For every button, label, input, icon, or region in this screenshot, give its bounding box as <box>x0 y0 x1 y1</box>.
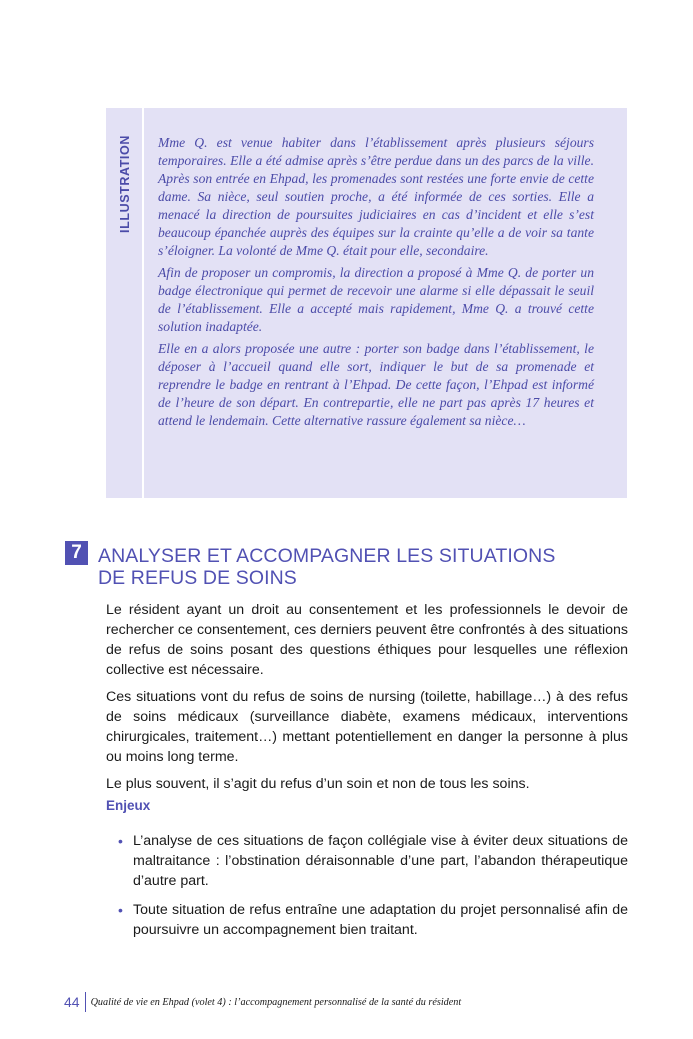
bullet-item <box>118 831 628 891</box>
footer-title: Qualité de vie en Ehpad (volet 4) : l’accompagnement personnalisé de la santé du résident <box>90 996 462 1008</box>
bullet-icon: • <box>118 902 123 918</box>
body-paragraph: Le plus souvent, il s’agit du refus d’un soin et non de tous les soins. <box>106 776 530 792</box>
bullet-text: Toute situation de refus entraîne une adaptation du projet personnalisé afin de poursuivre un accompagnement bien traitant. <box>133 902 628 938</box>
footer-divider <box>85 992 86 1012</box>
subheading-enjeux: Enjeux <box>106 798 151 813</box>
bullet-text: L’analyse de ces situations de façon collégiale vise à éviter deux situations de maltraitance : l’obstination déraisonnable d’une part, l’abandon thérapeutique d’autre part. <box>133 833 628 889</box>
section-title <box>98 545 598 589</box>
body-paragraph: Le résident ayant un droit au consentement et les professionnels le devoir de rechercher ce consentement, ces derniers peuvent être confrontés à des situations de refus de soins posant des questions éthiques pour lesquelles une réflexion collective est nécessaire. <box>106 602 628 678</box>
illustration-divider <box>142 108 144 498</box>
body-paragraph: Ces situations vont du refus de soins de nursing (toilette, habillage…) à des refus de soins médicaux (surveillance diabète, examens médicaux, interventions chirurgicales, traitement…) mettant potentiellement en danger la personne à plus ou moins long terme. <box>106 689 628 765</box>
section-title-line-2: DE REFUS DE SOINS <box>98 567 297 589</box>
section-number-badge: 7 <box>65 541 88 565</box>
page-footer <box>64 993 461 1011</box>
section-title-line-1: ANALYSER ET ACCOMPAGNER LES SITUATIONS <box>98 545 556 567</box>
illustration-paragraph: Afin de proposer un compromis, la direction a proposé à Mme Q. de porter un badge électronique qui permet de recevoir une alarme si elle dépassait le seuil de l’établissement. Elle a accepté mais rapidement, Mme Q. a trouvé cette solution inadaptée. <box>158 265 594 334</box>
bullet-item <box>118 900 628 940</box>
illustration-label-text: ILLUSTRATION <box>118 135 132 233</box>
illustration-paragraph: Mme Q. est venue habiter dans l’établissement après plusieurs séjours temporaires. Elle a été admise après s’être perdue dans un des parcs de la ville. Après son entrée en Ehpad, les promenades sont restées une forte envie de cette dame. Sa nièce, seul soutien proche, a été informée de ces sorties. Elle a menacé la direction de poursuites judiciaires en cas d’incident et elle s’est beaucoup épanchée auprès des équipes sur la crainte qu’elle a de voir sa tante s’éloigner. La volonté de Mme Q. était pour elle, secondaire. <box>158 135 594 258</box>
illustration-text <box>158 134 594 434</box>
section-body <box>106 600 628 794</box>
enjeux-bullet-list <box>118 831 628 949</box>
bullet-icon: • <box>118 833 123 849</box>
page-number: 44 <box>64 994 80 1010</box>
illustration-paragraph: Elle en a alors proposée une autre : porter son badge dans l’établissement, le déposer à l’accueil quand elle sort, indiquer le but de sa promenade et reprendre le badge en rentrant à l’Ehpad. De cette façon, l’Ehpad est informé de l’heure de son départ. En contrepartie, elle ne part pas après 17 heures et attend le lendemain. Cette alternative rassure également sa nièce… <box>158 341 594 428</box>
illustration-label <box>114 128 136 240</box>
